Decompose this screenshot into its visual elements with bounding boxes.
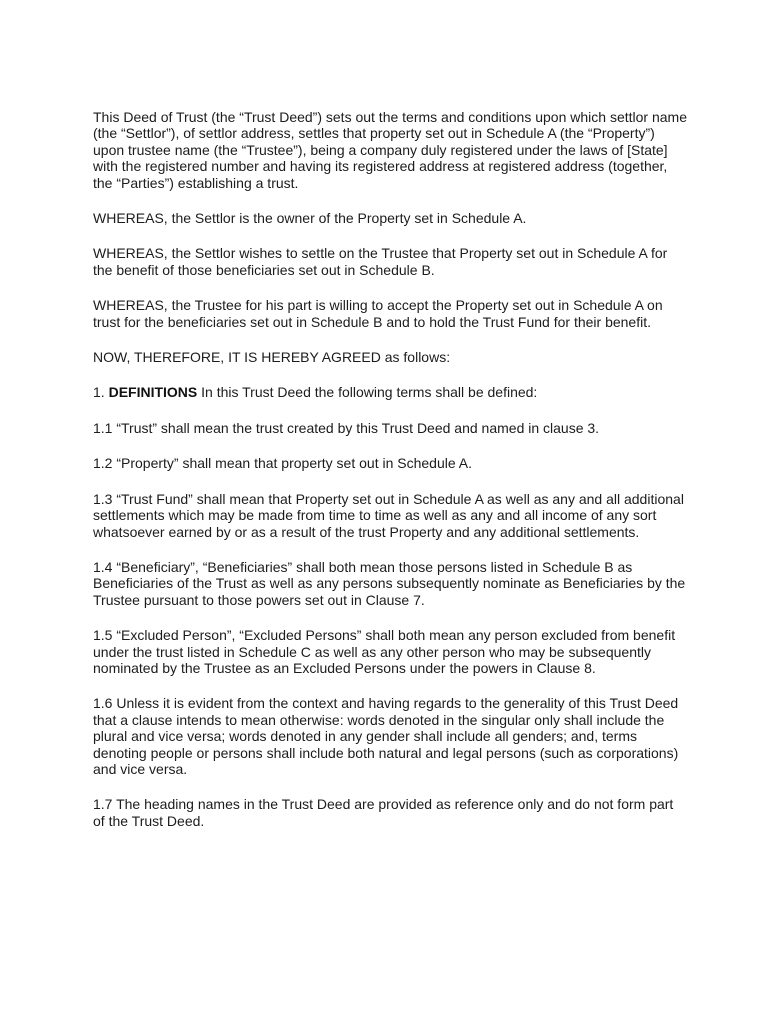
- clause-1-5: 1.5 “Excluded Person”, “Excluded Persons” shall both mean any person excluded from benefit under the trust listed in Schedule C as well as any other person who may be subsequently nominated by the Trustee as an Excluded Persons under the powers in Clause 8.: [93, 627, 676, 676]
- definitions-paragraph: [93, 384, 687, 400]
- intro-paragraph: This Deed of Trust (the “Trust Deed”) sets out the terms and conditions upon which settlor name (the “Settlor”), of settlor address, settles that property set out in Schedule A (the “Property”) upon trustee name (the “Trustee”), being a company duly registered under the laws of [State] with the registered number and having its registered address at registered address (together, the “Parties”) establishing a trust.: [93, 109, 687, 191]
- whereas-paragraph-2: WHEREAS, the Settlor wishes to settle on the Trustee that Property set out in Schedule A for the benefit of those beneficiaries set out in Schedule B.: [93, 245, 668, 278]
- whereas-paragraph-3: WHEREAS, the Trustee for his part is willing to accept the Property set out in Schedule A on trust for the beneficiaries set out in Schedule B and to hold the Trust Fund for their benefit.: [93, 297, 663, 330]
- definitions-number: 1.: [93, 384, 109, 401]
- definitions-heading: DEFINITIONS: [108, 384, 198, 401]
- clause-1-6: 1.6 Unless it is evident from the context and having regards to the generality of this Trust Deed that a clause intends to mean otherwise: words denoted in the singular only shall include the plural and vice versa; words denoted in any gender shall include all genders; and, terms denoting people or persons shall include both natural and legal persons (such as corporations) and vice versa.: [93, 695, 679, 777]
- clause-1-4: 1.4 “Beneficiary”, “Beneficiaries” shall both mean those persons listed in Schedule B as Beneficiaries of the Trust as well as any persons subsequently nominate as Beneficiaries by the Trustee pursuant to those powers set out in Clause 7.: [93, 558, 686, 608]
- clause-1-3: 1.3 “Trust Fund” shall mean that Property set out in Schedule A as well as any and all additional settlements which may be made from time to time as well as any and all income of any sort whatsoever earned by or as a result of the trust Property and any additional settlements.: [93, 490, 684, 540]
- clause-1-2: 1.2 “Property” shall mean that property set out in Schedule A.: [93, 455, 472, 472]
- definitions-text: In this Trust Deed the following terms shall be defined:: [197, 384, 538, 401]
- document-page: [93, 109, 687, 848]
- clause-1-1: 1.1 “Trust” shall mean the trust created by this Trust Deed and named in clause 3.: [93, 419, 600, 436]
- clause-1-7: 1.7 The heading names in the Trust Deed are provided as reference only and do not form part of the Trust Deed.: [93, 796, 674, 829]
- agreed-paragraph: NOW, THEREFORE, IT IS HEREBY AGREED as follows:: [93, 349, 451, 366]
- whereas-paragraph-1: WHEREAS, the Settlor is the owner of the Property set in Schedule A.: [93, 210, 527, 227]
